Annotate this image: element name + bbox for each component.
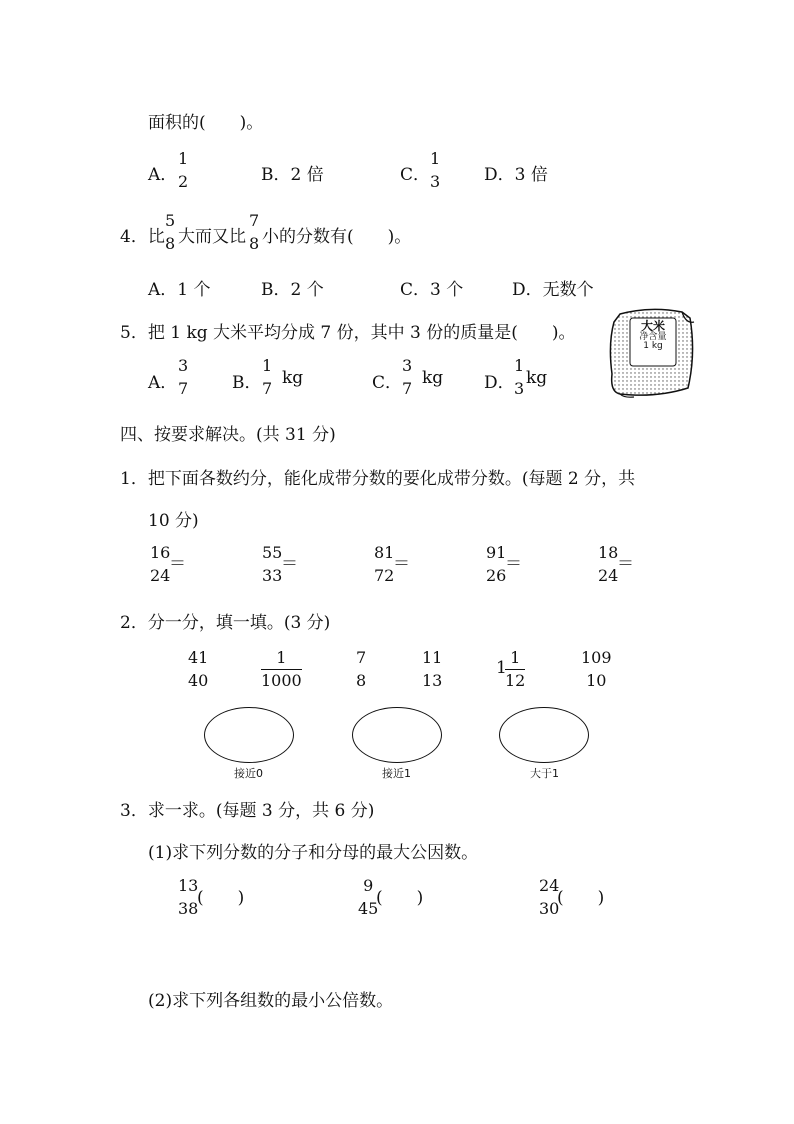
q4-fraction-1: 5 8 xyxy=(165,211,176,253)
part3-fraction: 24 30 xyxy=(539,876,560,918)
q5-option-b-unit: kg xyxy=(282,368,304,388)
option-a-fraction: 1 2 xyxy=(178,149,189,191)
q5-option-d-unit: kg xyxy=(526,368,548,388)
oval-label: 接近1 xyxy=(382,767,411,780)
q5-option-c-unit: kg xyxy=(422,368,444,388)
q4-option-d: D．无数个 xyxy=(512,280,594,300)
part1-fraction: 55 33 xyxy=(262,543,283,585)
answer-blank: ( ) xyxy=(376,888,424,908)
q5-option-d-fraction: 1 3 xyxy=(514,356,525,398)
q4-prefix: 4．比 xyxy=(120,227,165,247)
part1-instruction-line1: 1．把下面各数约分，能化成带分数的要化成带分数。(每题 2 分，共 xyxy=(120,469,636,489)
oval-label: 大于1 xyxy=(530,767,559,780)
part1-fraction: 18 24 xyxy=(598,543,619,585)
bag-label-net: 净含量 xyxy=(639,331,667,342)
part3-subquestion-1: (1)求下列分数的分子和分母的最大公因数。 xyxy=(148,843,479,863)
equals-sign: ＝ xyxy=(617,554,634,574)
q4-option-c: C．3 个 xyxy=(400,280,464,300)
q5-option-b-label: B． xyxy=(232,373,262,393)
part2-title: 2．分一分，填一填。(3 分) xyxy=(120,613,331,633)
q5-option-a-fraction: 3 7 xyxy=(178,356,189,398)
q5-option-b-fraction: 1 7 xyxy=(262,356,273,398)
option-b: B．2 倍 xyxy=(261,165,324,185)
option-d: D．3 倍 xyxy=(484,165,548,185)
q5-text: 5．把 1 kg 大米平均分成 7 份，其中 3 份的质量是( )。 xyxy=(120,323,576,343)
equals-sign: ＝ xyxy=(505,554,522,574)
option-c-fraction: 1 3 xyxy=(430,149,441,191)
section-heading: 四、按要求解决。(共 31 分) xyxy=(120,425,336,445)
option-a-label: A． xyxy=(148,165,178,185)
part2-fraction: 109 10 xyxy=(581,648,612,690)
q5-option-c-fraction: 3 7 xyxy=(402,356,413,398)
q5-option-d-label: D． xyxy=(484,373,515,393)
oval-greater-than-one xyxy=(499,707,589,763)
equals-sign: ＝ xyxy=(169,554,186,574)
option-c-label: C． xyxy=(400,165,431,185)
q4-middle: 大而又比 xyxy=(178,227,246,247)
answer-blank: ( ) xyxy=(557,888,605,908)
oval-near-one xyxy=(352,707,442,763)
part3-fraction: 9 45 xyxy=(358,876,379,918)
part2-fraction: 1 12 xyxy=(505,648,526,690)
oval-label: 接近0 xyxy=(234,767,263,780)
q5-option-c-label: C． xyxy=(372,373,403,393)
part2-fraction: 7 8 xyxy=(356,648,367,690)
part2-fraction: 11 13 xyxy=(422,648,443,690)
bag-label-weight: 1 kg xyxy=(643,341,663,352)
q4-fraction-2: 7 8 xyxy=(249,211,260,253)
q4-option-a: A．1 个 xyxy=(148,280,211,300)
equals-sign: ＝ xyxy=(281,554,298,574)
oval-near-zero xyxy=(204,707,294,763)
q4-suffix: 小的分数有( )。 xyxy=(262,227,412,247)
part2-fraction: 1 1000 xyxy=(261,648,302,690)
part1-instruction-line2: 10 分) xyxy=(148,511,199,531)
part3-title: 3．求一求。(每题 3 分，共 6 分) xyxy=(120,801,375,821)
part3-subquestion-2: (2)求下列各组数的最小公倍数。 xyxy=(148,991,394,1011)
part1-fraction: 91 26 xyxy=(486,543,507,585)
q4-option-b: B．2 个 xyxy=(261,280,324,300)
part1-fraction: 16 24 xyxy=(150,543,171,585)
q5-option-a-label: A． xyxy=(148,373,178,393)
part2-fraction: 41 40 xyxy=(188,648,209,690)
part1-fraction: 81 72 xyxy=(374,543,395,585)
answer-blank: ( ) xyxy=(197,888,245,908)
question-3-continuation: 面积的( )。 xyxy=(148,113,264,133)
part3-fraction: 13 38 xyxy=(178,876,199,918)
rice-bag-illustration xyxy=(606,304,698,400)
bag-label-rice: 大米 xyxy=(640,319,665,333)
mixed-number-whole: 1 xyxy=(496,658,507,678)
equals-sign: ＝ xyxy=(393,554,410,574)
